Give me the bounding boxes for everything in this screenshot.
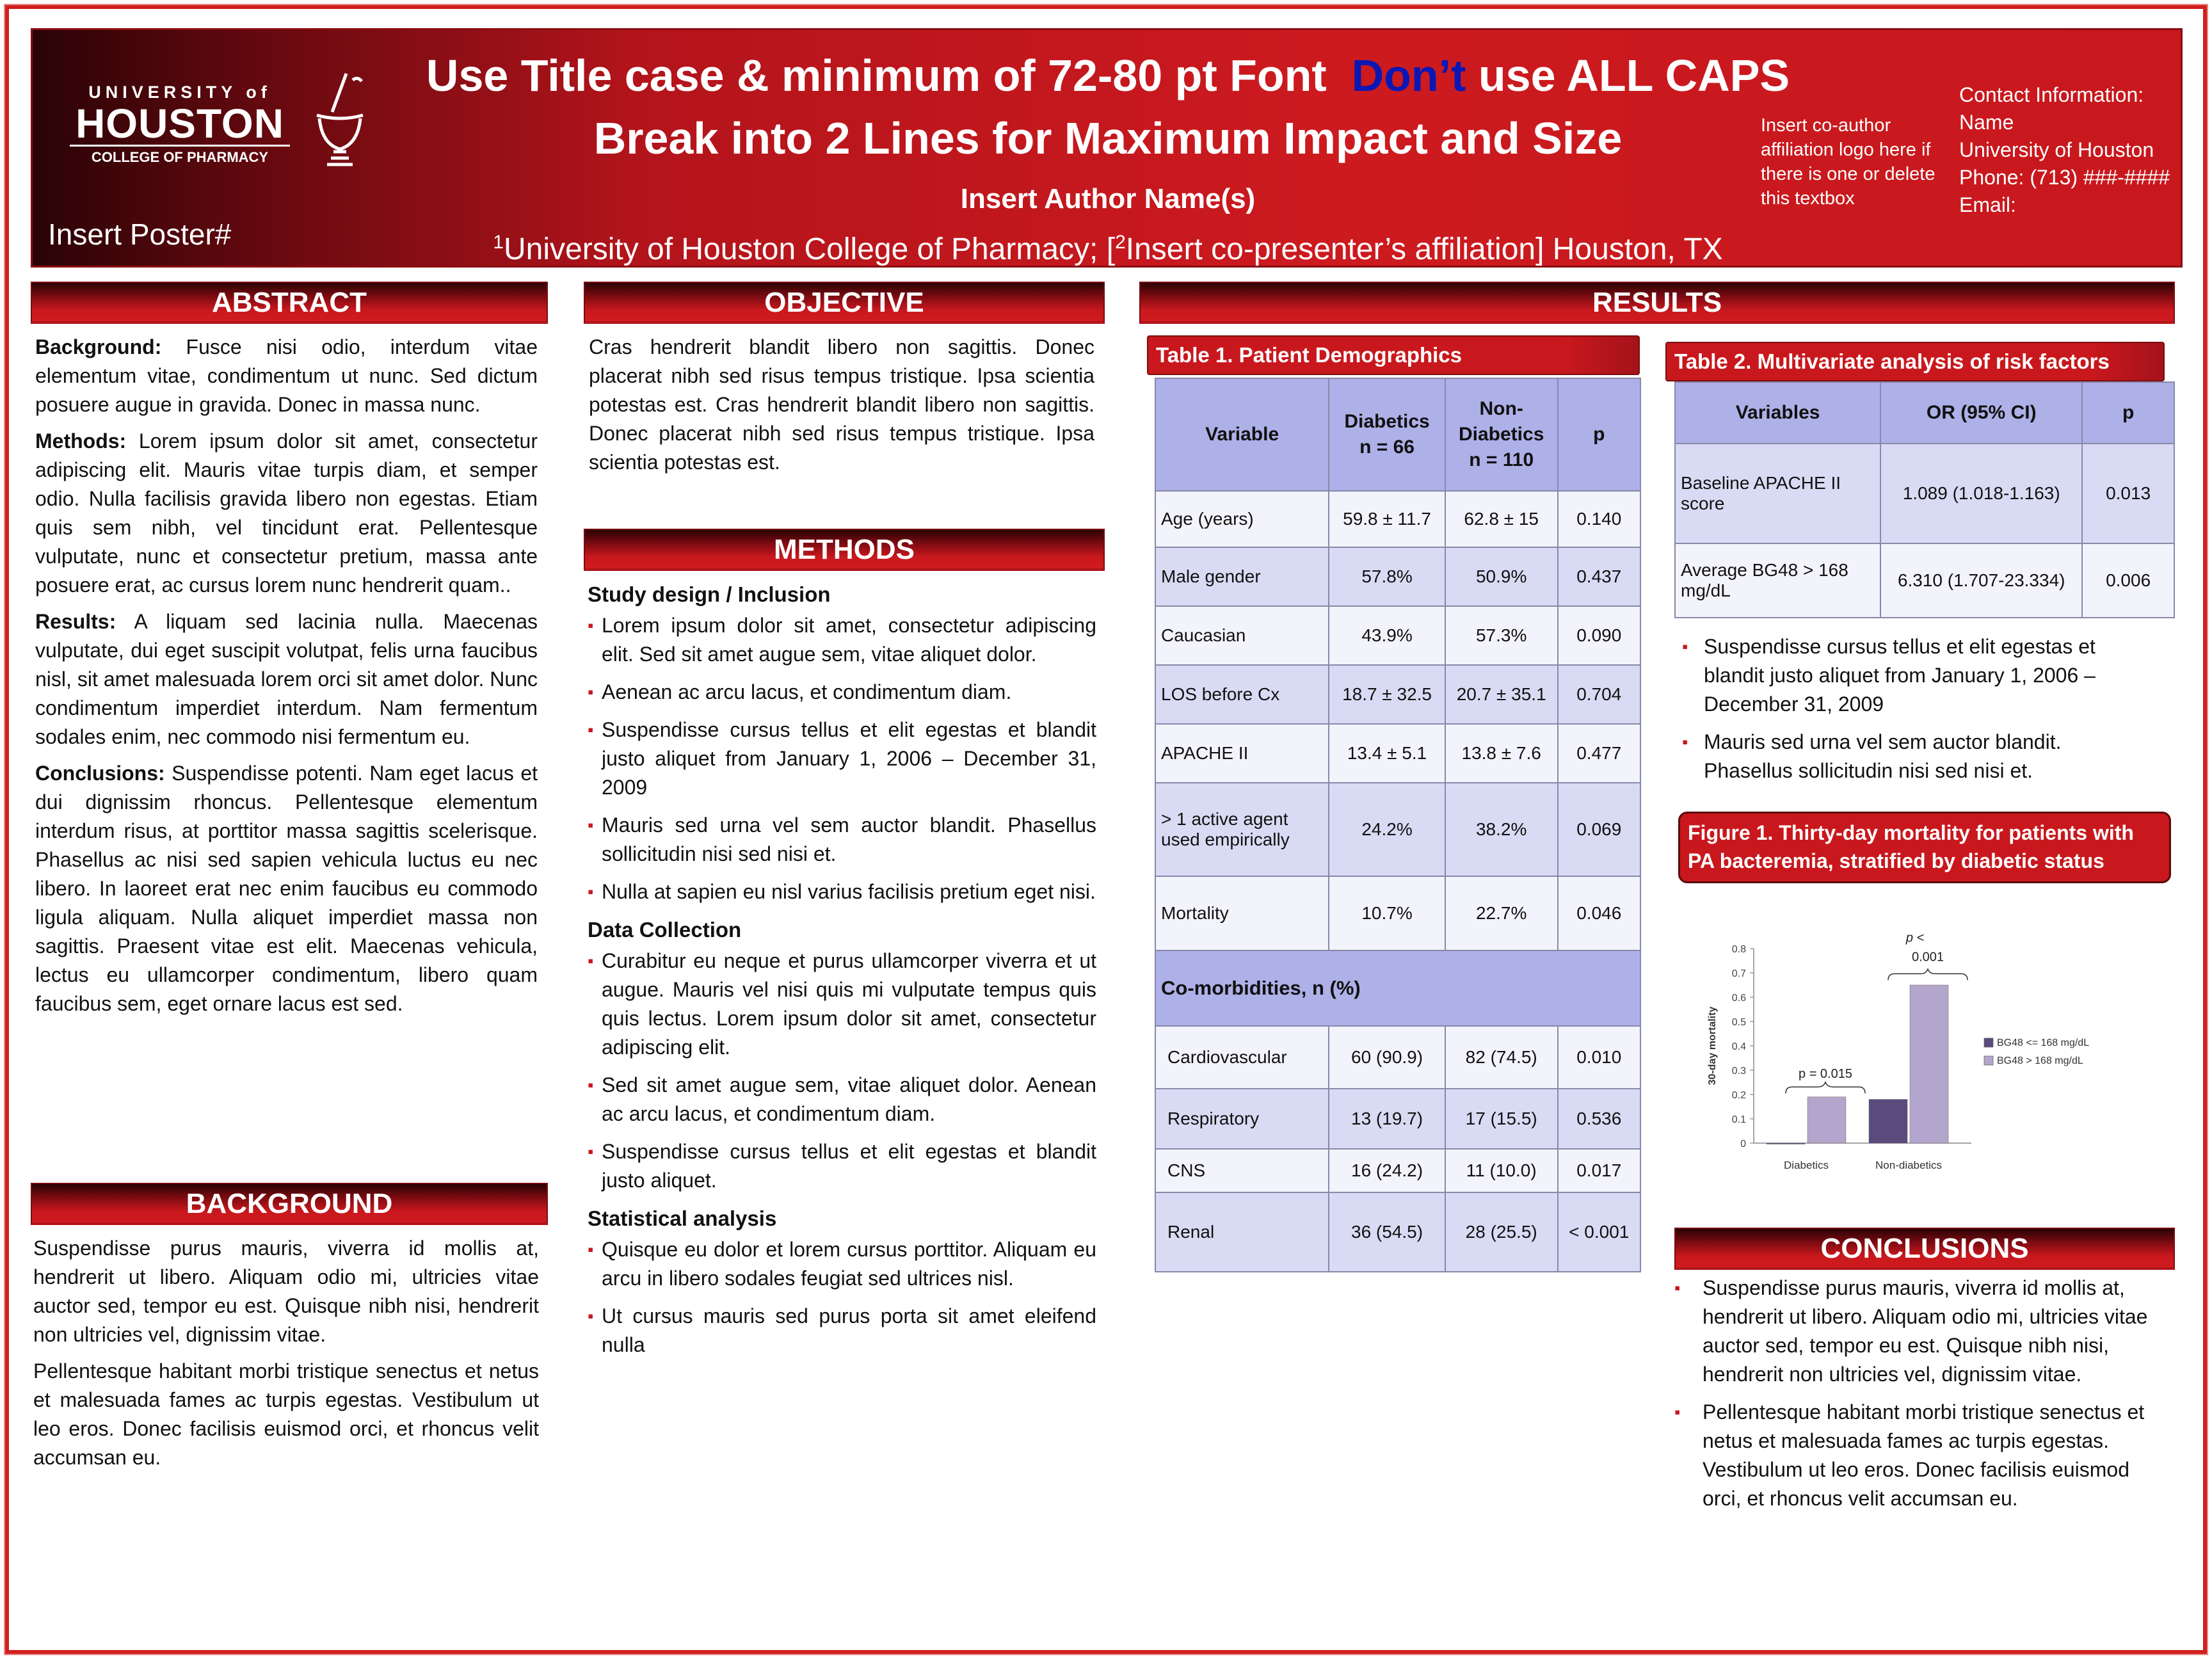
y-tick-label: 0.6 bbox=[1731, 993, 1746, 1004]
table-cell: 17 (15.5) bbox=[1445, 1089, 1558, 1149]
bracket-diabetics bbox=[1786, 1082, 1865, 1093]
conclusions-body bbox=[1674, 1274, 2168, 1522]
table-cell: 0.536 bbox=[1558, 1089, 1640, 1149]
table1-header-p: p bbox=[1558, 378, 1640, 491]
study-design-list bbox=[588, 611, 1096, 906]
table-cell: 0.046 bbox=[1558, 876, 1640, 950]
bar-1-1 bbox=[1910, 985, 1948, 1143]
annotation-p-less: p < bbox=[1905, 931, 1925, 945]
table-cell: 0.704 bbox=[1558, 665, 1640, 724]
y-tick-label: 0.2 bbox=[1731, 1090, 1746, 1101]
title-line1-a: Use Title case & minimum of 72-80 pt Font bbox=[426, 51, 1327, 100]
table-cell: 36 (54.5) bbox=[1329, 1192, 1445, 1272]
table-cell: LOS before Cx bbox=[1155, 665, 1329, 724]
table1-caption: Table 1. Patient Demographics bbox=[1147, 335, 1640, 375]
table-cell: 60 (90.9) bbox=[1329, 1026, 1445, 1089]
table-cell: 59.8 ± 11.7 bbox=[1329, 491, 1445, 547]
poster-title bbox=[391, 44, 1825, 170]
list-item: ▪ Mauris sed urna vel sem auctor blandit. Phasellus sollicitudin nisi sed nisi et. bbox=[588, 811, 1096, 869]
table-cell: 0.013 bbox=[2082, 444, 2174, 543]
poster-number: Insert Poster# bbox=[48, 218, 232, 251]
affiliations: $^1$University of Houston College of Pharmacy; [$^2$Insert co-presenter’s affiliation] Houston, TX bbox=[493, 232, 1723, 266]
objective-heading: OBJECTIVE bbox=[584, 282, 1105, 324]
data-collection-heading: Data Collection bbox=[588, 918, 742, 942]
table-row bbox=[1155, 783, 1640, 876]
table1-header-variable: Variable bbox=[1155, 378, 1329, 491]
table-cell: 0.006 bbox=[2082, 543, 2174, 618]
table-cell: 22.7% bbox=[1445, 876, 1558, 950]
study-design-heading: Study design / Inclusion bbox=[588, 582, 831, 606]
abstract-body: Background: Fusce nisi odio, interdum vitae elementum vitae, condimentum ut nunc. Sed dictum posuere augue in gravida. Donec in massa nunc. Methods: Lorem ipsum dolor sit amet, consectetur adipiscing elit. Mauris vitae turpis diam, et semper odio. Nulla facilisis gravida libero non egestas. Etiam quis sem nibh, vel tincidunt erat. Pellentesque vulputate, nunc et consectetur pretium, massa ante posuere erat, ac cursus lorem nunc hendrerit quam.. Results: A liquam sed lacinia nulla. Maecenas vulputate, dui eget suscipit volutpat, felis urna faucibus nisl, sit amet malesuada lorem orci sit amet dolor. Nunc condimentum imperdiet interdum. Nam fermentum sodales enim, nec commodo nisi fermentum eu. Conclusions: Suspendisse potenti. Nam eget lacus et dui dignissim rhoncus. Pellentesque elementum interdum risus, at porttitor massa sagittis scelerisque. Phasellus ac nisi sed sapien vehicula luctus eu nec libero. In laoreet erat nec enim faucibus eu commodo ligula aliquam. Nulla aliquet imperdiet massa non sagittis. Praesent vitae est elit. Maecenas vehicula, lectus eu ullamcorper condimentum, libero quam faucibus sem, eget ornare lacus est sed. bbox=[35, 335, 538, 1015]
x-tick-label: Non-diabetics bbox=[1875, 1159, 1942, 1171]
table-cell: 57.8% bbox=[1329, 547, 1445, 606]
table-cell: Age (years) bbox=[1155, 491, 1329, 547]
logo-university: UNIVERSITY of bbox=[88, 83, 271, 102]
x-tick-label: Diabetics bbox=[1784, 1159, 1829, 1171]
results-bullets bbox=[1682, 632, 2156, 794]
contact-name: Name bbox=[1959, 111, 2014, 134]
table-cell: 0.017 bbox=[1558, 1149, 1640, 1192]
mortality-bar-chart bbox=[1696, 928, 2157, 1190]
table-cell: 13.8 ± 7.6 bbox=[1445, 724, 1558, 783]
table-cell: Mortality bbox=[1155, 876, 1329, 950]
contact-phone: Phone: (713) ###-#### bbox=[1959, 166, 2170, 189]
table2-header-or: OR (95% CI) bbox=[1880, 382, 2082, 444]
list-item: ▪ Nulla at sapien eu nisl varius facilisis pretium eget nisi. bbox=[588, 878, 1096, 906]
table-cell: 43.9% bbox=[1329, 606, 1445, 665]
table-row bbox=[1155, 665, 1640, 724]
legend-swatch-0 bbox=[1984, 1038, 1993, 1047]
table2-header-p: p bbox=[2082, 382, 2174, 444]
table-cell: 0.140 bbox=[1558, 491, 1640, 547]
table-cell: 62.8 ± 15 bbox=[1445, 491, 1558, 547]
table2-header-variables: Variables bbox=[1675, 382, 1880, 444]
table-row bbox=[1155, 876, 1640, 950]
list-item: ▪ Quisque eu dolor et lorem cursus porttitor. Aliquam eu arcu in libero sodales feugiat sed ultrices nisl. bbox=[588, 1235, 1096, 1293]
statistical-analysis-list bbox=[588, 1235, 1096, 1359]
legend-label-0: BG48 <= 168 mg/dL bbox=[1997, 1038, 2090, 1048]
table-row bbox=[1155, 606, 1640, 665]
annotation-p015: p = 0.015 bbox=[1799, 1067, 1852, 1082]
figure1-caption: Figure 1. Thirty-day mortality for patients with PA bacteremia, stratified by diabetic status bbox=[1678, 812, 2171, 883]
table-cell: CNS bbox=[1155, 1149, 1329, 1192]
comorbidities-row bbox=[1155, 950, 1640, 1026]
title-line2: Break into 2 Lines for Maximum Impact and Size bbox=[593, 113, 1623, 163]
legend-label-1: BG48 > 168 mg/dL bbox=[1997, 1055, 2083, 1066]
table-cell: 13 (19.7) bbox=[1329, 1089, 1445, 1149]
mortar-pestle-icon bbox=[308, 67, 372, 176]
table-cell: 0.090 bbox=[1558, 606, 1640, 665]
contact-info bbox=[1959, 81, 2177, 219]
table1-header-nondiabetics: Non- Diabetics n = 110 bbox=[1445, 378, 1558, 491]
author-names: Insert Author Name(s) bbox=[960, 183, 1256, 214]
objective-body: Cras hendrerit blandit libero non sagittis. Donec placerat nibh sed risus tempus tristique. Ipsa scientia potestas est. Cras hendrerit blandit libero non sagittis. Donec placerat nibh sed risus tempus tristique. Ipsa scientia potestas est. bbox=[589, 335, 1094, 474]
contact-email: Email: bbox=[1959, 193, 2016, 216]
bar-0-1 bbox=[1807, 1097, 1846, 1143]
conclusions-heading: CONCLUSIONS bbox=[1674, 1228, 2175, 1270]
y-tick-label: 0.7 bbox=[1731, 968, 1746, 979]
list-item: ▪ Suspendisse purus mauris, viverra id mollis at, hendrerit ut libero. Aliquam odio mi, ultricies vitae auctor sed, tempor eu est. Quisque nibh nisi, hendrerit non ultricies vel, dignissim vitae. bbox=[1674, 1274, 2168, 1389]
table-row bbox=[1675, 444, 2174, 543]
y-tick-label: 0 bbox=[1740, 1139, 1746, 1150]
contact-university: University of Houston bbox=[1959, 138, 2154, 161]
table-cell: 82 (74.5) bbox=[1445, 1026, 1558, 1089]
table1-header-diabetics: Diabetics n = 66 bbox=[1329, 378, 1445, 491]
methods-heading: METHODS bbox=[584, 529, 1105, 571]
y-tick-label: 0.1 bbox=[1731, 1114, 1746, 1125]
table-cell: 10.7% bbox=[1329, 876, 1445, 950]
list-item: ▪ Suspendisse cursus tellus et elit egestas et blandit justo aliquet from January 1, 2006 – December 31, 2009 bbox=[1682, 632, 2156, 719]
y-tick-label: 0.8 bbox=[1731, 944, 1746, 955]
table-cell: > 1 active agent used empirically bbox=[1155, 783, 1329, 876]
table-cell: 6.310 (1.707-23.334) bbox=[1880, 543, 2082, 618]
table-row bbox=[1155, 1026, 1640, 1089]
table-row bbox=[1155, 1089, 1640, 1149]
title-line1-b: use ALL CAPS bbox=[1478, 51, 1790, 100]
logo-houston: HOUSTON bbox=[76, 100, 284, 147]
comorbidities-label: Co-morbidities, n (%) bbox=[1155, 950, 1640, 1026]
table-cell: Average BG48 > 168 mg/dL bbox=[1675, 543, 1880, 618]
table-cell: 57.3% bbox=[1445, 606, 1558, 665]
table-row bbox=[1155, 547, 1640, 606]
table-cell: 0.010 bbox=[1558, 1026, 1640, 1089]
table-cell: 11 (10.0) bbox=[1445, 1149, 1558, 1192]
title-dont: Don’t bbox=[1351, 51, 1466, 100]
results-heading: RESULTS bbox=[1139, 282, 2175, 324]
methods-body bbox=[588, 576, 1096, 1368]
y-tick-label: 0.5 bbox=[1731, 1017, 1746, 1028]
y-axis-label: 30-day mortality bbox=[1707, 1006, 1718, 1086]
bracket-nondiabetics bbox=[1888, 968, 1968, 980]
table-cell: Caucasian bbox=[1155, 606, 1329, 665]
table-cell: 16 (24.2) bbox=[1329, 1149, 1445, 1192]
table-cell: APACHE II bbox=[1155, 724, 1329, 783]
table-cell: 0.437 bbox=[1558, 547, 1640, 606]
author-block bbox=[391, 176, 1825, 270]
table-cell: 50.9% bbox=[1445, 547, 1558, 606]
table-cell: 38.2% bbox=[1445, 783, 1558, 876]
table2-caption: Table 2. Multivariate analysis of risk factors bbox=[1665, 342, 2165, 381]
abstract-heading: ABSTRACT bbox=[31, 282, 548, 324]
table-row bbox=[1675, 543, 2174, 618]
poster-header bbox=[31, 28, 2183, 268]
table-cell: 20.7 ± 35.1 bbox=[1445, 665, 1558, 724]
data-collection-list bbox=[588, 947, 1096, 1195]
annotation-p001: 0.001 bbox=[1911, 950, 1944, 965]
table-cell: Respiratory bbox=[1155, 1089, 1329, 1149]
table-cell: 0.477 bbox=[1558, 724, 1640, 783]
logo-college: COLLEGE OF PHARMACY bbox=[70, 145, 290, 166]
contact-heading: Contact Information: bbox=[1959, 83, 2144, 106]
table-row bbox=[1155, 724, 1640, 783]
table-row bbox=[1155, 491, 1640, 547]
list-item: ▪ Lorem ipsum dolor sit amet, consectetur adipiscing elit. Sed sit amet augue sem, vitae aliquet dolor. bbox=[588, 611, 1096, 669]
background-body: Suspendisse purus mauris, viverra id mollis at, hendrerit ut libero. Aliquam odio mi, ultricies vitae auctor sed, tempor eu est. Quisque nibh nisi, hendrerit non ultricies vel, dignissim vitae. Pellentesque habitant morbi tristique senectus et netus et malesuada fames ac turpis egestas. Vestibulum ut leo eros. Donec facilisis euismod orci, et rhoncus velit accumsan eu. bbox=[33, 1237, 539, 1469]
table-cell: Cardiovascular bbox=[1155, 1026, 1329, 1089]
demographics-table bbox=[1155, 378, 1641, 1272]
table-cell: 13.4 ± 5.1 bbox=[1329, 724, 1445, 783]
table-cell: 0.069 bbox=[1558, 783, 1640, 876]
table-cell: Renal bbox=[1155, 1192, 1329, 1272]
y-tick-label: 0.4 bbox=[1731, 1041, 1746, 1052]
y-tick-label: 0.3 bbox=[1731, 1066, 1746, 1077]
bar-1-0 bbox=[1869, 1100, 1907, 1143]
list-item: ▪ Suspendisse cursus tellus et elit egestas et blandit justo aliquet from January 1, 2006 – December 31, 2009 bbox=[588, 716, 1096, 802]
list-item: ▪ Pellentesque habitant morbi tristique senectus et netus et malesuada fames ac turpis egestas. Vestibulum ut leo eros. Donec facilisis euismod orci, et rhoncus velit accumsan eu. bbox=[1674, 1398, 2168, 1513]
legend-swatch-1 bbox=[1984, 1056, 1993, 1065]
table-cell: Baseline APACHE II score bbox=[1675, 444, 1880, 543]
bar-0-0 bbox=[1767, 1143, 1805, 1144]
risk-factors-table bbox=[1674, 381, 2175, 618]
university-logo bbox=[58, 83, 301, 166]
table-cell: < 0.001 bbox=[1558, 1192, 1640, 1272]
table-cell: Male gender bbox=[1155, 547, 1329, 606]
table-row bbox=[1155, 1149, 1640, 1192]
table-cell: 1.089 (1.018-1.163) bbox=[1880, 444, 2082, 543]
table-row bbox=[1155, 1192, 1640, 1272]
list-item: ▪ Mauris sed urna vel sem auctor blandit. Phasellus sollicitudin nisi sed nisi et. bbox=[1682, 728, 2156, 785]
list-item: ▪ Sed sit amet augue sem, vitae aliquet dolor. Aenean ac arcu lacus, et condimentum diam. bbox=[588, 1071, 1096, 1128]
list-item: ▪ Aenean ac arcu lacus, et condimentum diam. bbox=[588, 678, 1096, 707]
statistical-analysis-heading: Statistical analysis bbox=[588, 1206, 777, 1230]
coauthor-logo-note: Insert co-author affiliation logo here if there is one or delete this textbox bbox=[1761, 115, 1936, 209]
table-cell: 24.2% bbox=[1329, 783, 1445, 876]
table-cell: 28 (25.5) bbox=[1445, 1192, 1558, 1272]
background-heading: BACKGROUND bbox=[31, 1183, 548, 1225]
table-cell: 18.7 ± 32.5 bbox=[1329, 665, 1445, 724]
list-item: ▪ Suspendisse cursus tellus et elit egestas et blandit justo aliquet. bbox=[588, 1137, 1096, 1195]
list-item: ▪ Ut cursus mauris sed purus porta sit amet eleifend nulla bbox=[588, 1302, 1096, 1359]
list-item: ▪ Curabitur eu neque et purus ullamcorper viverra et ut augue. Mauris vel nisi quis mi vulputate tempus quis quis lectus. Lorem ipsum dolor sit amet, consectetur adipiscing elit. bbox=[588, 947, 1096, 1062]
